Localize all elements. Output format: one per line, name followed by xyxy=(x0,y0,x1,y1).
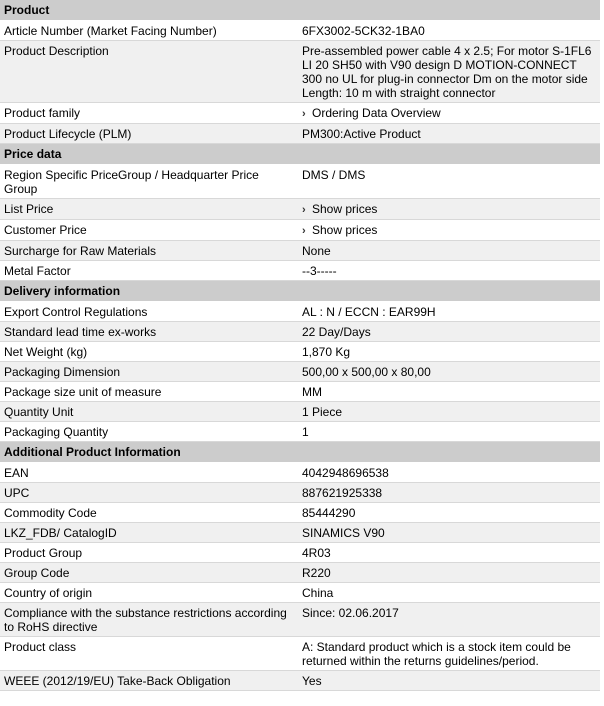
row-label: Article Number (Market Facing Number) xyxy=(4,24,217,38)
link-label: Ordering Data Overview xyxy=(312,106,441,120)
table-row xyxy=(0,463,600,483)
row-label: Country of origin xyxy=(4,586,93,600)
row-value: MM xyxy=(302,385,322,399)
row-value: None xyxy=(302,244,331,258)
row-value: China xyxy=(302,586,334,600)
show-prices-link[interactable] xyxy=(302,202,377,216)
row-label: UPC xyxy=(4,486,30,500)
row-label: EAN xyxy=(4,466,29,480)
row-label: Packaging Quantity xyxy=(4,425,109,439)
table-row xyxy=(0,583,600,603)
row-value: DMS / DMS xyxy=(302,168,366,182)
row-label: LKZ_FDB/ CatalogID xyxy=(4,526,117,540)
ordering-data-overview-link[interactable] xyxy=(302,106,441,120)
table-row xyxy=(0,103,600,124)
table-row xyxy=(0,523,600,543)
row-label: List Price xyxy=(4,202,54,216)
table-row xyxy=(0,362,600,382)
table-row xyxy=(0,124,600,144)
row-value xyxy=(299,220,600,240)
row-label: Packaging Dimension xyxy=(4,365,121,379)
chevron-right-icon: › xyxy=(302,225,306,237)
row-value: 887621925338 xyxy=(302,486,383,500)
table-row xyxy=(0,422,600,442)
section-header-additional-product-information: Additional Product Information xyxy=(0,442,600,463)
row-value: 85444290 xyxy=(302,506,356,520)
chevron-right-icon: › xyxy=(302,108,306,120)
row-label: Surcharge for Raw Materials xyxy=(4,244,157,258)
section-header-product: Product xyxy=(0,0,600,21)
table-row xyxy=(0,41,600,103)
table-row xyxy=(0,322,600,342)
row-label: Metal Factor xyxy=(4,264,71,278)
row-label: Quantity Unit xyxy=(4,405,74,419)
table-row xyxy=(0,543,600,563)
table-row xyxy=(0,199,600,220)
row-value-line: A: Standard product which is a stock item could be xyxy=(302,640,571,654)
table-row xyxy=(0,21,600,41)
row-label: Customer Price xyxy=(4,223,87,237)
row-value-line: LI 20 SH50 with V90 design D MOTION-CONNECT xyxy=(302,58,577,72)
table-row xyxy=(0,503,600,523)
row-label xyxy=(0,603,299,636)
row-value: Since: 02.06.2017 xyxy=(302,606,399,620)
row-value xyxy=(299,637,600,670)
row-label: Product family xyxy=(4,106,81,120)
row-value: 4R03 xyxy=(302,546,331,560)
row-value: 6FX3002-5CK32-1BA0 xyxy=(302,24,425,38)
row-value xyxy=(299,41,600,102)
table-row xyxy=(0,165,600,199)
row-label: Group Code xyxy=(4,566,70,580)
row-value xyxy=(299,199,600,219)
row-label-line: Compliance with the substance restrictions according xyxy=(4,606,287,620)
row-label: Net Weight (kg) xyxy=(4,345,88,359)
link-label: Show prices xyxy=(312,223,378,237)
row-label: Commodity Code xyxy=(4,506,97,520)
table-row xyxy=(0,220,600,241)
row-label: Region Specific PriceGroup / Headquarter Price Group xyxy=(4,168,259,196)
row-value-line: Pre-assembled power cable 4 x 2.5; For motor S-1FL6 xyxy=(302,44,592,58)
row-value: 500,00 x 500,00 x 80,00 xyxy=(302,365,431,379)
row-label-line: to RoHS directive xyxy=(4,620,98,634)
section-header-price-data: Price data xyxy=(0,144,600,165)
row-label: WEEE (2012/19/EU) Take-Back Obligation xyxy=(4,674,231,688)
table-row xyxy=(0,603,600,637)
row-value: --3----- xyxy=(302,264,337,278)
row-value: 1,870 Kg xyxy=(302,345,351,359)
row-value: 1 xyxy=(302,425,309,439)
row-value-line: returned within the returns guidelines/period. xyxy=(302,654,539,668)
row-label: Package size unit of measure xyxy=(4,385,162,399)
row-value: 1 Piece xyxy=(302,405,343,419)
chevron-right-icon: › xyxy=(302,204,306,216)
table-row xyxy=(0,241,600,261)
show-prices-link[interactable] xyxy=(302,223,377,237)
row-label: Product Description xyxy=(4,44,109,58)
table-row xyxy=(0,382,600,402)
row-label: Product Lifecycle (PLM) xyxy=(4,127,132,141)
section-header-delivery-information: Delivery information xyxy=(0,281,600,302)
row-value: 4042948696538 xyxy=(302,466,389,480)
table-row xyxy=(0,483,600,503)
row-value: SINAMICS V90 xyxy=(302,526,385,540)
row-label: Product class xyxy=(4,640,77,654)
table-row xyxy=(0,302,600,322)
row-value: R220 xyxy=(302,566,331,580)
table-row xyxy=(0,342,600,362)
table-row xyxy=(0,637,600,671)
table-row xyxy=(0,671,600,691)
row-value: 22 Day/Days xyxy=(302,325,371,339)
row-label: Export Control Regulations xyxy=(4,305,148,319)
table-row xyxy=(0,402,600,422)
row-value: PM300:Active Product xyxy=(302,127,421,141)
row-label: Product Group xyxy=(4,546,83,560)
table-row xyxy=(0,563,600,583)
row-value-line: Length: 10 m with straight connector xyxy=(302,86,496,100)
row-value xyxy=(299,103,600,123)
row-value-line: 300 no UL for plug-in connector Dm on the motor side xyxy=(302,72,588,86)
table-row xyxy=(0,261,600,281)
row-value: AL : N / ECCN : EAR99H xyxy=(302,305,436,319)
link-label: Show prices xyxy=(312,202,378,216)
row-value: Yes xyxy=(302,674,322,688)
row-label: Standard lead time ex-works xyxy=(4,325,157,339)
